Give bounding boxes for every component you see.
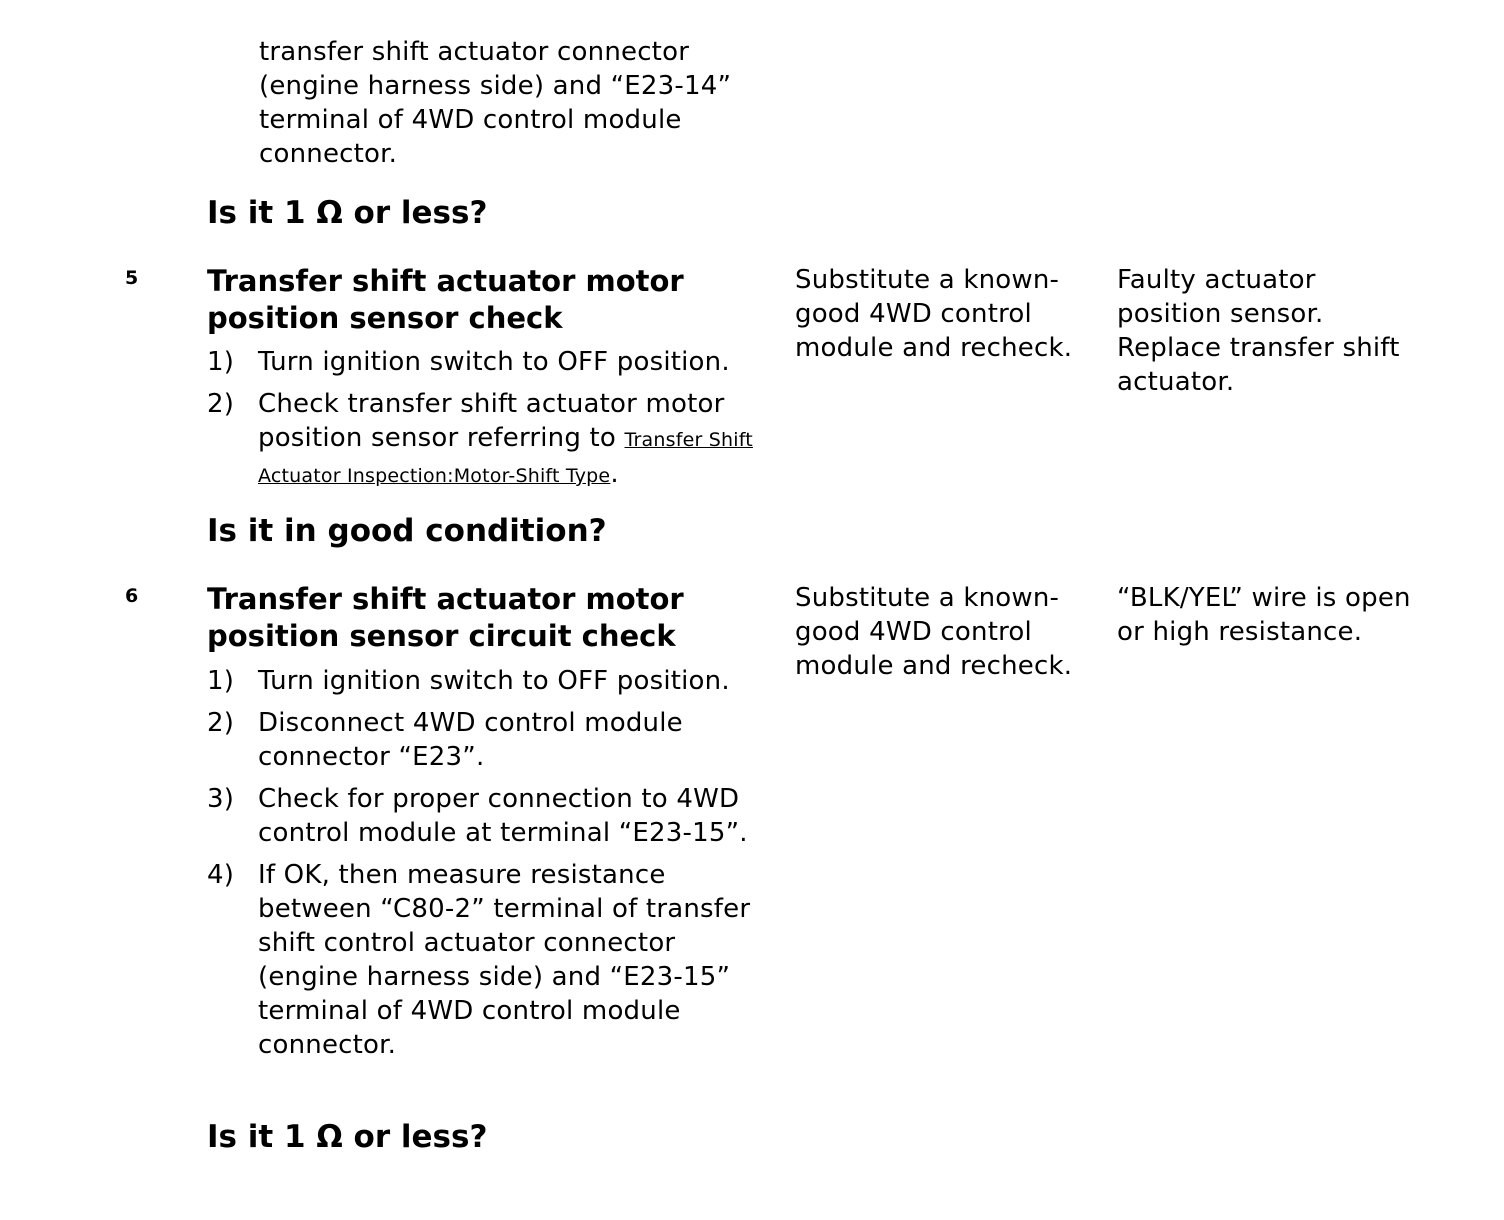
list-item-text: If OK, then measure resistance between “C80-2” terminal of transfer shift control actuator connector (engine harness side) and “E23-15” terminal of 4WD control module connector. [258, 860, 751, 1060]
step-number-6: 6 [125, 585, 139, 607]
step-5-yes-action: Substitute a known-good 4WD control module and recheck. [795, 265, 1073, 363]
list-item-text: Check for proper connection to 4WD control module at terminal “E23-15”. [258, 784, 748, 848]
continuation-line: terminal of 4WD control module [259, 105, 682, 135]
step-6-yes-action: Substitute a known-good 4WD control module and recheck. [795, 583, 1073, 681]
list-item-number: 3) [207, 784, 235, 814]
list-item-text: Disconnect 4WD control module connector “E23”. [258, 708, 683, 772]
step-6-question: Is it 1 Ω or less? [207, 1119, 488, 1155]
list-item [207, 858, 777, 1062]
step-5-procedure-list [207, 345, 777, 501]
list-item-text: Turn ignition switch to OFF position. [258, 347, 730, 377]
list-item-number: 1) [207, 666, 235, 696]
inspection-link[interactable]: Transfer Shift Actuator Inspection:Motor-Shift Type [258, 429, 753, 487]
list-item-number: 1) [207, 347, 235, 377]
list-item-text: Check transfer shift actuator motor position sensor referring to [258, 389, 725, 453]
step-5-no-action: Faulty actuator position sensor. Replace transfer shift actuator. [1117, 265, 1400, 397]
continuation-line: transfer shift actuator connector [259, 37, 690, 67]
step-title-5: Transfer shift actuator motor position sensor check [207, 264, 684, 335]
list-item-number: 4) [207, 860, 235, 890]
list-item-punctuation: . [610, 459, 619, 489]
list-item [207, 345, 777, 379]
list-item-number: 2) [207, 708, 235, 738]
step-6-no-action: “BLK/YEL” wire is open or high resistance. [1117, 583, 1411, 647]
continuation-line: (engine harness side) and “E23-14” [259, 71, 732, 101]
list-item-number: 2) [207, 389, 235, 419]
list-item [207, 782, 777, 850]
list-item [207, 706, 777, 774]
list-item-text: Turn ignition switch to OFF position. [258, 666, 730, 696]
list-item [207, 387, 777, 493]
step-title-6: Transfer shift actuator motor position sensor circuit check [207, 582, 684, 653]
continuation-question: Is it 1 Ω or less? [207, 195, 488, 231]
step-6-procedure-list [207, 664, 777, 1070]
continuation-line: connector. [259, 139, 398, 169]
step-number-5: 5 [125, 267, 139, 289]
step-5-question: Is it in good condition? [207, 513, 607, 549]
continuation-text [259, 35, 799, 171]
list-item [207, 664, 777, 698]
